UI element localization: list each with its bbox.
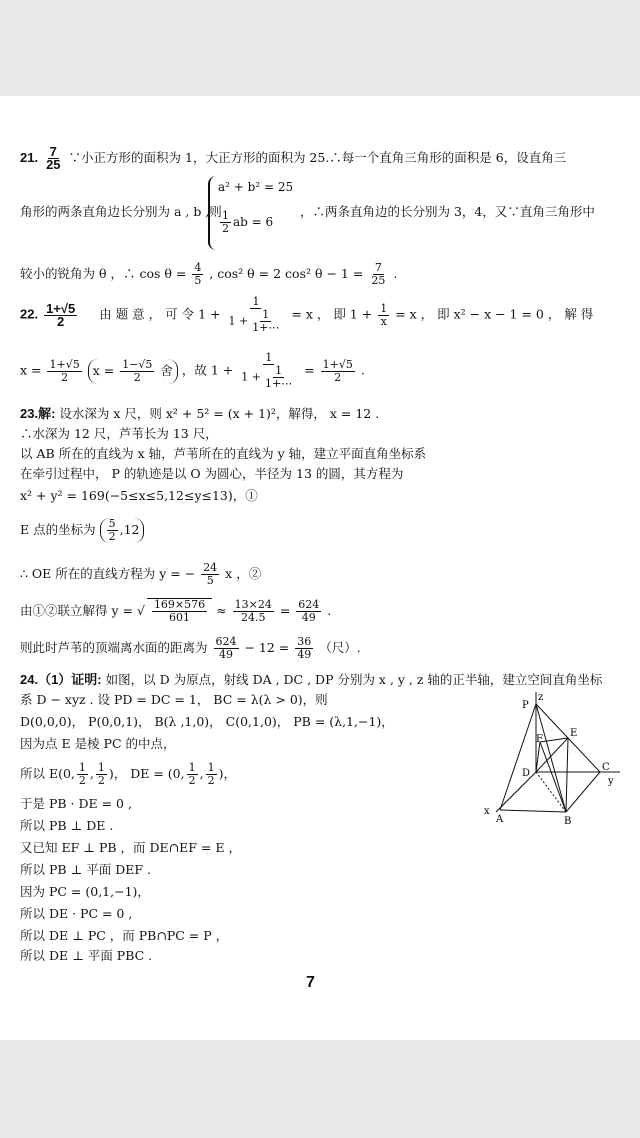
edge-pa [500,704,536,810]
p24-line4: 因为点 E 是棱 PC 的中点， [20,736,176,751]
p21-answer: $\frac{7}{25}$ [46,144,61,172]
p21-line2a: 角形的两条直角边长分别为 a , b ,则 [20,204,222,219]
label-e: E [570,728,578,739]
p22-line2: x = $\frac{1+√5}{2}$ x = $\frac{1-√5}{2}$ 舍 ，故 1 + 1 1 + $\frac{1}{1+\cdots}$ = $\frac{1+√5}{2}$ . [20,351,365,390]
label-z: z [538,692,544,703]
segment-fb [540,742,566,812]
p23-line6: E 点的坐标为 $\frac{5}{2}$ ,12 [20,518,144,543]
p23-line7: ∴ OE 所在的直线方程为 y = − $\frac{24}{5}$ x ，② [20,561,262,587]
p24-line9: 所以 PB ⊥ 平面 DEF . [20,862,152,877]
p24-line8: 又已知 EF ⊥ PB ，而 DE∩EF = E ， [20,840,241,855]
p23-heading: 23.解: [20,406,56,421]
bottom-gray-band [0,1040,640,1138]
edge-db [536,772,566,812]
page-number: 7 [306,974,315,991]
segment-fe [540,738,568,742]
p24-line3: D(0,0,0)， P(0,0,1)， B(λ ,1,0)， C(0,1,0)， PB = (λ,1,−1)， [20,714,394,729]
pyramid-figure [480,692,625,832]
label-a: A [496,814,504,825]
p21-number: 21. [20,150,39,165]
top-gray-band [0,0,640,96]
p22-continued-fraction: 1 1 + $\frac{1}{1+\cdots}$ [228,295,280,334]
p21-line3: 较小的锐角为 θ ，∴ cos θ = $\frac{4}{5}$ , cos² θ = 2 cos² θ − 1 = $\frac{7}{25}$ . [20,261,398,287]
p23-line2: ∴水深为 12 尺，芦苇长为 13 尺， [20,426,218,441]
p23-line5: x² + y² = 169(−5≤x≤5,12≤y≤13)，① [20,488,258,503]
p24-line6: 于是 PB · DE = 0 , [20,796,132,811]
edge-ab [500,810,566,812]
segment-eb [566,738,568,812]
p23-line4: 在牵引过程中， P 的轨迹是以 O 为圆心，半径为 13 的圆，其方程为 [20,466,404,481]
label-c: C [602,762,610,773]
label-x: x [484,806,490,817]
p21-line2b: ，∴两条直角边的长分别为 3，4，又∵直角三角形中 [300,204,595,219]
p24-line11: 所以 DE · PC = 0 , [20,906,133,921]
p24-heading: 24.（1）证明: [20,672,102,687]
p24-line12: 所以 DE ⊥ PC ，而 PB∩PC = P ， [20,928,229,943]
label-y: y [608,776,614,787]
segment-df [536,742,540,772]
p24-line5: 所以 E(0, $\frac{1}{2}$ , $\frac{1}{2}$ )， DE = (0, $\frac{1}{2}$ , $\frac{1}{2}$ )， [20,761,236,787]
p23-line8: 由①②联立解得 y = √ $\frac{169\times 576}{601}$ ≈ $\frac{13\times 24}{24.5}$ = $\frac{624}{49}$ . [20,598,332,624]
p23-line9: 则此时芦苇的顶端离水面的距离为 $\frac{624}{49}$ − 12 = $\frac{36}{49}$ （尺）. [20,635,361,661]
label-d: D [522,768,531,779]
p24-line2: 系 D − xyz . 设 PD = DC = 1， BC = λ(λ > 0)，则 [20,692,328,707]
p22-rejected-root: x = $\frac{1-√5}{2}$ 舍 [88,359,178,384]
p21-equation-system: a² + b² = 25 $\frac{1}{2}$ ab = 6 [208,176,316,250]
p24-line7: 所以 PB ⊥ DE . [20,818,114,833]
label-f: F [536,734,543,745]
p24-line10: 因为 PC = (0,1,−1)， [20,884,150,899]
p23-line3: 以 AB 所在的直线为 x 轴，芦苇所在的直线为 y 轴，建立平面直角坐标系 [20,446,427,461]
document-page [0,96,640,1040]
p22-line1: 22. $\frac{1+√5}{2}$ 由 题 意 ， 可 令 1 + 1 1 + $\frac{1}{1+\cdots}$ = x ， 即 1 + $\frac{1}{x}$ = x ， 即 x² − x − 1 = 0 ， 解 得 [20,295,594,334]
p22-answer: $\frac{1+√5}{2}$ [46,300,76,329]
p24-line13: 所以 DE ⊥ 平面 PBC . [20,948,153,963]
label-p: P [522,700,529,711]
label-b: B [564,816,572,827]
p23-line1: 23.解: 设水深为 x 尺，则 x² + 5² = (x + 1)²，解得， x = 12 . [20,406,380,421]
p24-line1: 24.（1）证明: 如图，以 D 为原点，射线 DA , DC , DP 分别为 x , y , z 轴的正半轴，建立空间直角坐标 [20,672,603,687]
p21-line1 [20,146,566,171]
edge-bc [566,772,600,812]
p22-number: 22. [20,306,39,322]
p21-text1: ∵小正方形的面积为 1，大正方形的面积为 25.∴每一个直角三角形的面积是 6，设直角三 [68,150,567,165]
